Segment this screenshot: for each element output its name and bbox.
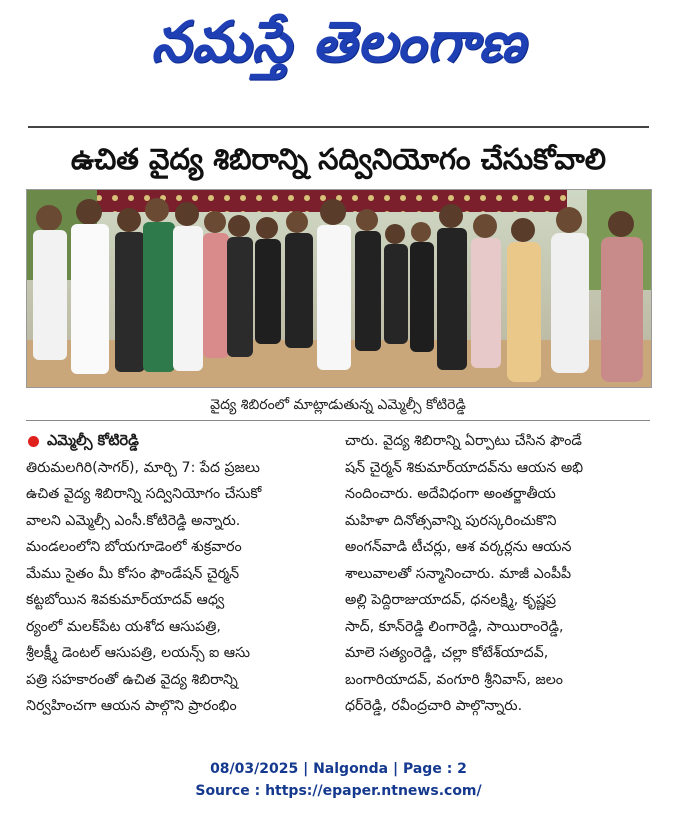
body-line: మాలె సత్యంరెడ్డి, చల్లా కోటేశ్‌యాదవ్, [345, 645, 549, 661]
body-line: పత్రి సహకారంతో ఉచిత వైద్య శిబిరాన్ని [26, 671, 238, 688]
body-line: చారు. వైద్య శిబిరాన్ని ఏర్పాటు చేసిన ఫౌండే [345, 433, 582, 449]
page-footer [0, 758, 677, 802]
body-line: కట్టబోయిన శివకుమార్‌యాదవ్ ఆధ్వ [26, 592, 225, 608]
body-line: అంగన్‌వాడి టీచర్లు, ఆశ వర్కర్లను ఆయన [345, 539, 572, 555]
body-line: ఉచిత వైద్య శిబిరాన్ని సద్వినియోగం చేసుకో [26, 486, 262, 502]
headline-rule [28, 126, 649, 128]
body-line: నందించారు. అదేవిధంగా అంతర్జాతీయ [345, 486, 556, 502]
body-line: ధర్‌రెడ్డి, రవీంద్రచారి పాల్గొన్నారు. [345, 698, 523, 714]
article-byline [26, 428, 332, 455]
masthead [0, 2, 677, 84]
body-line: శాలువాలతో సన్మానించారు. మాజీ ఎంపీపీ [345, 565, 572, 582]
footer-date-edition: 08/03/2025 | Nalgonda | Page : 2 [210, 761, 467, 777]
article-column-left [26, 428, 332, 720]
masthead-title: నమస్తే తెలంగాణ [151, 10, 526, 75]
bullet-icon [28, 436, 39, 447]
footer-source: Source : https://epaper.ntnews.com/ [195, 783, 482, 799]
body-line: మహిళా దినోత్సవాన్ని పురస్కరించుకొని [345, 512, 557, 529]
body-line: మండలంలోని బోయగూడెంలో శుక్రవారం [26, 539, 242, 555]
body-line: అల్లి పెద్దిరాజుయాదవ్, ధనలక్ష్మి, కృష్ణప్ర [345, 592, 557, 608]
body-line: తిరుమలగిరి(సాగర్), మార్చి 7: పేద ప్రజలు [26, 459, 260, 476]
article-headline: ఉచిత వైద్య శిబిరాన్ని సద్వినియోగం చేసుకోవాలి [70, 142, 607, 176]
group-photo-illustration [27, 190, 651, 387]
body-line: బంగారియాదవ్, వంగూరి శ్రీనివాస్, జలం [345, 671, 563, 688]
body-line: సాద్, కూన్‌రెడ్డి లింగారెడ్డి, సాయిరాంరెడ్డి, [345, 618, 564, 635]
body-line: షన్ చైర్మన్ శికుమార్‌యాదవ్‌ను ఆయన అభి [345, 459, 584, 476]
body-line: శ్రీలక్ష్మీ డెంటల్ ఆసుపత్రి, లయన్స్ ఐ ఆసు [26, 645, 250, 661]
photo-caption: వైద్య శిబిరంలో మాట్లాడుతున్న ఎమ్మెల్సీ కోటిరెడ్డి [26, 390, 650, 421]
byline-text: ఎమ్మెల్సీ కోటిరెడ్డి [47, 433, 139, 449]
body-line: వాలని ఎమ్మెల్సీ ఎంసీ.కోటిరెడ్డి అన్నారు. [26, 512, 241, 529]
article-column-right [345, 428, 651, 720]
article-photo [26, 189, 652, 388]
body-line: నిర్వహించగా ఆయన పాల్గొని ప్రారంభిం [26, 698, 237, 714]
body-line: మేము సైతం మీ కోసం ఫౌండేషన్ చైర్మన్ [26, 565, 240, 582]
body-line: ర్యంలో మలక్‌పేట యశోద ఆసుపత్రి, [26, 618, 221, 635]
